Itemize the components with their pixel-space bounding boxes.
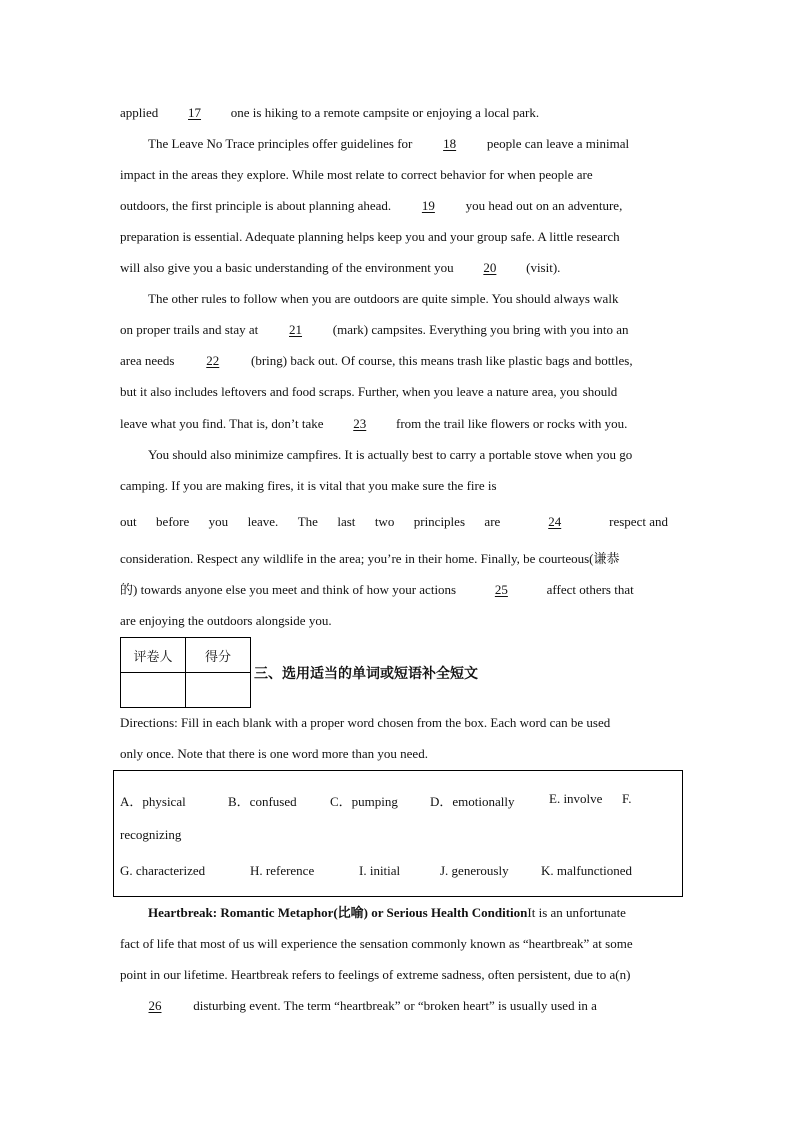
blank-25[interactable]: 25 <box>494 582 508 597</box>
text-run: 的) towards anyone else you meet and think of how your actions <box>120 582 460 597</box>
passage2-line <box>120 998 597 1014</box>
passage-line: but it also includes leftovers and food scraps. Further, when you leave a nature area, you should <box>120 384 618 399</box>
passage2-line: point in our lifetime. Heartbreak refers to feelings of extreme sadness, often persistent, due to a(n) <box>120 967 631 982</box>
score-table <box>120 637 251 708</box>
word: out <box>120 514 137 529</box>
reviewer-cell[interactable] <box>121 673 186 708</box>
passage-line <box>120 260 560 276</box>
text-run: outdoors, the first principle is about planning ahead. <box>120 198 395 213</box>
passage-line <box>120 353 633 369</box>
blank-24[interactable]: 24 <box>548 514 562 529</box>
passage-line <box>148 136 629 152</box>
passage-line <box>120 322 628 338</box>
option-h: H. reference <box>250 863 315 878</box>
score-cell[interactable] <box>186 673 251 708</box>
blank-17[interactable]: 17 <box>188 105 202 120</box>
text-run: leave what you find. That is, don’t take <box>120 416 327 431</box>
text-run: It is an unfortunate <box>527 905 626 920</box>
word: two <box>374 514 395 529</box>
option-d: D．emotionally <box>430 794 515 809</box>
blank-26[interactable]: 26 <box>148 998 162 1013</box>
word: are <box>484 514 501 529</box>
passage2-line: fact of life that most of us will experience the sensation commonly known as “heartbreak” at some <box>120 936 633 951</box>
option-i: I. initial <box>359 863 401 878</box>
text-run: from the trail like flowers or rocks with you. <box>392 416 628 431</box>
text-run: people can leave a minimal <box>483 136 630 151</box>
option-b: B．confused <box>228 794 297 809</box>
text-run: (mark) campsites. Everything you bring with you into an <box>329 322 629 337</box>
passage-line <box>120 105 539 121</box>
option-j: J. generously <box>440 863 509 878</box>
option-a: A．physical <box>120 794 186 809</box>
blank-23[interactable]: 23 <box>353 416 367 431</box>
option-k: K. malfunctioned <box>541 863 632 878</box>
section-title: 三、选用适当的单词或短语补全短文 <box>254 666 478 682</box>
reviewer-header: 评卷人 <box>121 638 186 673</box>
word: you <box>208 514 229 529</box>
word: respect and <box>609 514 668 529</box>
passage-line: camping. If you are making fires, it is vital that you make sure the fire is <box>120 478 497 493</box>
blank-20[interactable]: 20 <box>483 260 497 275</box>
word: before <box>156 514 190 529</box>
text-run: you head out on an adventure, <box>462 198 623 213</box>
word: The <box>297 514 318 529</box>
word: leave. <box>247 514 279 529</box>
directions-line: only once. Note that there is one word more than you need. <box>120 746 428 761</box>
blank-19[interactable]: 19 <box>421 198 435 213</box>
passage-line <box>120 198 622 214</box>
passage-line-justified <box>120 514 668 530</box>
passage-line: are enjoying the outdoors alongside you. <box>120 613 332 628</box>
text-run: on proper trails and stay at <box>120 322 262 337</box>
passage-line: impact in the areas they explore. While most relate to correct behavior for when people are <box>120 167 593 182</box>
word-box <box>113 770 683 897</box>
score-header: 得分 <box>186 638 251 673</box>
text-run: area needs <box>120 353 178 368</box>
option-f-word: recognizing <box>120 827 182 842</box>
blank-21[interactable]: 21 <box>289 322 303 337</box>
text-run: applied <box>120 105 162 120</box>
text-run: (bring) back out. Of course, this means trash like plastic bags and bottles, <box>247 353 633 368</box>
passage-line <box>120 416 627 432</box>
word: principles <box>413 514 465 529</box>
option-f: F. <box>622 791 632 806</box>
text-run: (visit). <box>522 260 561 275</box>
passage2-title: Heartbreak: Romantic Metaphor(比喻) or Serious Health Condition <box>148 905 528 920</box>
text-run: The Leave No Trace principles offer guidelines for <box>148 136 416 151</box>
option-g: G. characterized <box>120 863 206 878</box>
blank-22[interactable]: 22 <box>206 353 220 368</box>
option-c: C．pumping <box>330 794 398 809</box>
passage-line: consideration. Respect any wildlife in the area; you’re in their home. Finally, be courteous(谦恭 <box>120 551 620 566</box>
blank-18[interactable]: 18 <box>443 136 457 151</box>
passage-line: You should also minimize campfires. It is actually best to carry a portable stove when you go <box>148 447 633 462</box>
passage-line: preparation is essential. Adequate planning helps keep you and your group safe. A little research <box>120 229 620 244</box>
text-run: one is hiking to a remote campsite or enjoying a local park. <box>227 105 540 120</box>
word: last <box>337 514 356 529</box>
text-run: affect others that <box>543 582 634 597</box>
text-run: will also give you a basic understanding of the environment you <box>120 260 457 275</box>
option-e: E. involve <box>549 791 603 806</box>
passage-line <box>120 582 634 598</box>
text-run: disturbing event. The term “heartbreak” or “broken heart” is usually used in a <box>190 998 597 1013</box>
directions-line: Directions: Fill in each blank with a proper word chosen from the box. Each word can be used <box>120 715 611 730</box>
passage-line: The other rules to follow when you are outdoors are quite simple. You should always walk <box>148 291 619 306</box>
passage2-line <box>148 905 626 921</box>
